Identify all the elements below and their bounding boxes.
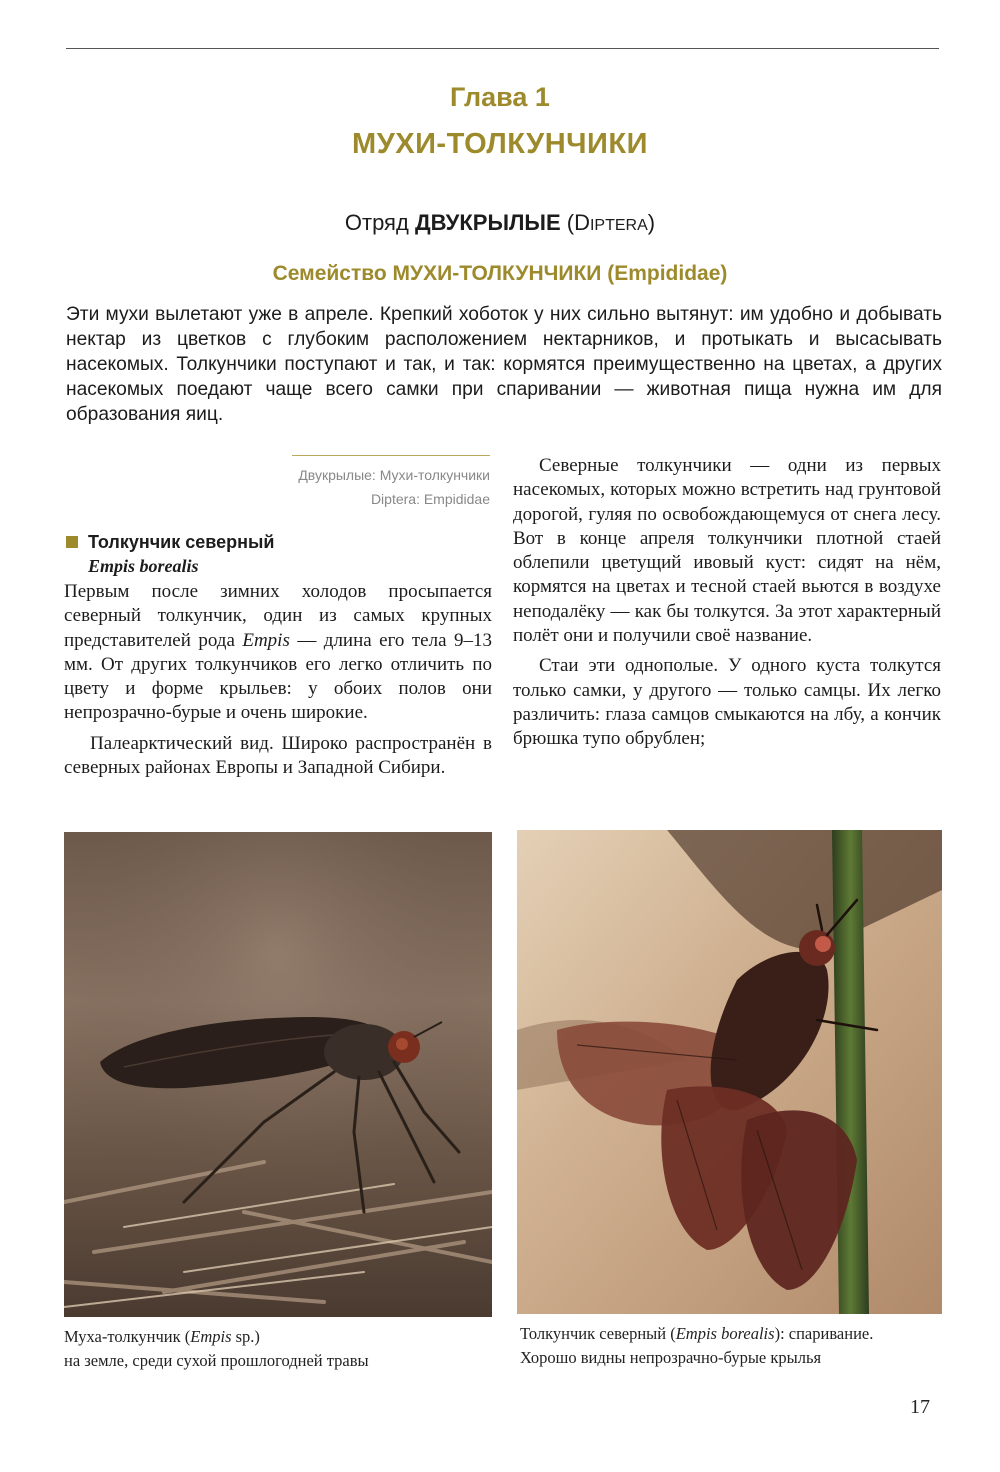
species-latin: Empis borealis	[88, 556, 199, 576]
species-heading	[66, 532, 274, 553]
species-paragraph-1	[64, 580, 492, 726]
species-p1-text: Первым после зимних холодов просыпается северный толкунчик, один из самых крупных представителей рода	[64, 581, 492, 651]
species-p1-text-end: — длина его тела 9–13 мм. От других толкунчиков его легко отличить по цвету и форме крыльев: у обоих полов они непрозрачно-бурые и очень широкие.	[64, 629, 492, 724]
taxonomy-rule	[292, 455, 490, 456]
order-latin-open: (D	[566, 210, 590, 235]
bullet-square-icon	[66, 536, 78, 548]
caption-2-species: Empis borealis	[675, 1324, 775, 1343]
species-paragraph-2: Палеарктический вид. Широко распространён в северных районах Европы и Западной Сибири.	[64, 732, 492, 779]
order-latin-rest: IPTERA	[589, 217, 648, 234]
caption-2-line-1	[520, 1322, 950, 1346]
intro-paragraph: Эти мухи вылетают уже в апреле. Крепкий хоботок у них сильно вытянут: им удобно и добывать нектар из цветков с глубоким расположением нектарников, и протыкать и высасывать насекомых. Толкунчики поступают и так, и так: кормятся преимущественно на цветах, а других насекомых поедают чаще всего самки при спаривании — животная пища нужна им для образования яиц.	[66, 304, 942, 425]
chapter-number: Глава 1	[450, 82, 550, 112]
order-name: ДВУКРЫЛЫЕ	[414, 210, 561, 235]
chapter-title: МУХИ-ТОЛКУНЧИКИ	[352, 128, 648, 160]
photo-fly-on-ground	[64, 832, 492, 1317]
order-prefix: Отряд	[344, 210, 409, 235]
left-column	[64, 580, 492, 780]
caption-photo-2	[520, 1322, 950, 1370]
right-column	[513, 454, 941, 752]
caption-1-genus: Empis	[190, 1327, 232, 1346]
taxonomy-ru: Двукрылые: Мухи-толкунчики	[298, 467, 490, 483]
taxonomy-latin: Diptera: Empididae	[370, 491, 490, 507]
species-name: Толкунчик северный	[88, 532, 275, 552]
family-heading: Семейство МУХИ-ТОЛКУНЧИКИ (Empididae)	[272, 262, 728, 285]
species-p1-genus: Empis	[242, 629, 290, 651]
photo-mating-flies	[517, 830, 942, 1314]
page-number: 17	[910, 1396, 930, 1418]
caption-2-line-2: Хорошо видны непрозрачно-бурые крылья	[520, 1348, 822, 1367]
order-heading	[0, 210, 1000, 236]
caption-1-line-1	[64, 1325, 494, 1349]
caption-1-text-end: sp.)	[231, 1327, 260, 1346]
order-latin-close: )	[647, 210, 656, 235]
caption-photo-1	[64, 1325, 494, 1373]
right-paragraph-2: Стаи эти однополые. У одного куста толкутся только самки, у другого — только самцы. Их легко различить: глаза самцов смыкаются на лбу, а кончик брюшка тупо обрублен;	[513, 655, 941, 750]
caption-2-text: Толкунчик северный (	[520, 1324, 676, 1343]
right-paragraph-1: Северные толкунчики — одни из первых насекомых, которых можно встретить над грунтовой дорогой, гуляя по освобождающемуся от снега лесу. Вот в конце апреля толкунчики плотной стаей облепили цветущий ивовый куст: сидят на нём, кормятся на цветах и тесной стаей вьются в воздухе неподалёку — как бы толкутся. За этот характерный полёт они и получили своё название.	[513, 455, 941, 647]
caption-1-text: Муха-толкунчик (	[64, 1327, 191, 1346]
caption-2-text-end: ): спаривание.	[774, 1324, 874, 1343]
caption-1-line-2: на земле, среди сухой прошлогодней травы	[64, 1351, 369, 1370]
top-rule	[66, 48, 939, 49]
